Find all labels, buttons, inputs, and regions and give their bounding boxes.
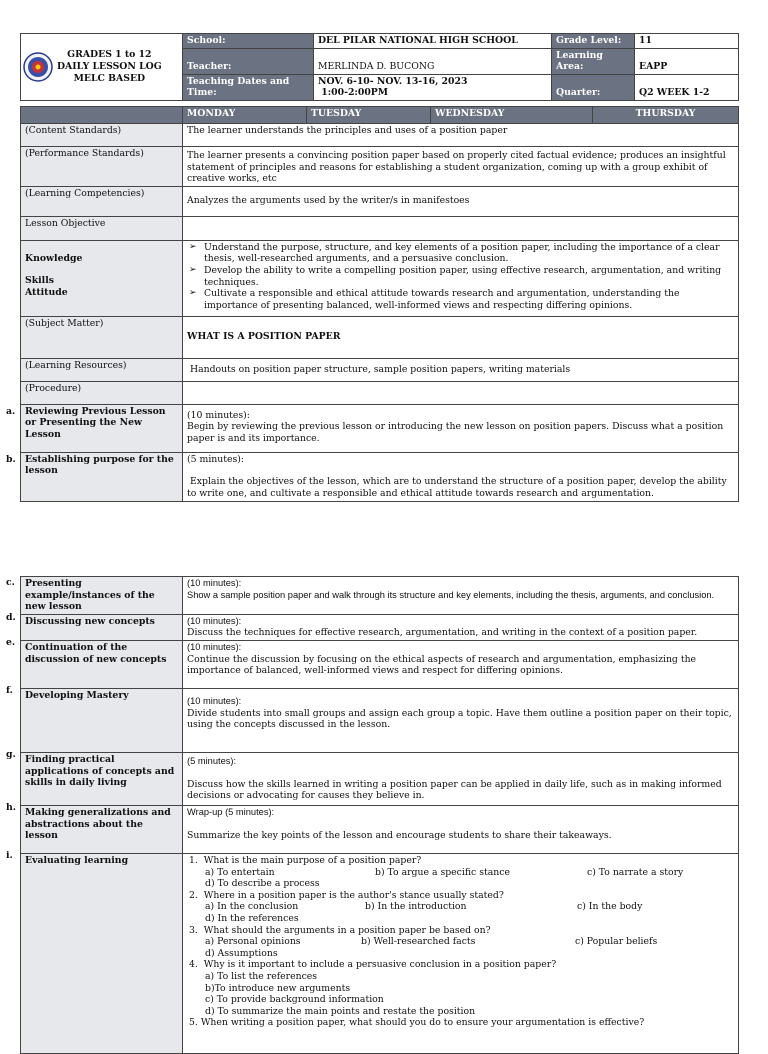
quiz-option: a) To entertain [205,866,275,878]
quiz-option: a) Personal opinions [205,936,301,948]
quiz-option: b) In the introduction [365,901,467,913]
procedure-c [183,577,739,615]
procedure-table [20,576,739,1054]
procedure-b-text: Explain the objectives of the lesson, which are to understand the structure of a position paper, develop the ability to write one, and cultivate a responsible and ethical attitude towards research and argumentation. [187,476,730,499]
quiz-option: b) To argue a specific stance [375,866,510,878]
marker-h: h. [6,802,16,813]
title-line-3: MELC BASED [73,72,146,84]
procedure-f-text: Divide students into small groups and assign each group a topic. Have them outline a position paper on their topic, using the concepts discussed in the lesson. [187,707,732,731]
objectives-list [183,240,739,316]
procedure-d-time: (10 minutes): [187,615,242,626]
dates-value: NOV. 6-10- NOV. 13-16, 2023 [318,75,468,87]
day-tuesday: TUESDAY [307,107,431,124]
procedure-c-label: Presenting example/instances of the new lesson [21,577,183,615]
quiz-question: 3. What should the arguments in a position paper be based on? [189,924,491,936]
procedure-e [183,640,739,688]
time-value: 1:00-2:00PM [318,87,389,99]
procedure-e-label: Continuation of the discussion of new concepts [21,640,183,688]
procedure-c-text: Show a sample position paper and walk through its structure and key elements, including the thesis, arguments, and conclusion. [187,589,715,600]
quiz-question: 5. When writing a position paper, what should you do to ensure your argumentation is effective? [189,1017,645,1029]
lesson-table [20,106,739,502]
dates-cell [314,74,552,100]
marker-g: g. [6,749,16,760]
quiz-option: a) To list the references [205,970,318,982]
competencies-label: (Learning Competencies) [21,186,183,216]
procedure-a-time: (10 minutes): [187,409,250,421]
content-standards-label: (Content Standards) [21,124,183,147]
procedure-g-label: Finding practical applications of concepts and skills in daily living [21,752,183,805]
procedure-c-time: (10 minutes): [187,578,242,588]
quiz-question: 4. Why is it important to include a persuasive conclusion in a position paper? [189,959,557,971]
procedure-d [183,614,739,640]
procedure-g-time: (5 minutes): [187,755,237,766]
teacher-value: MERLINDA D. BUCONG [314,48,552,74]
content-standards: The learner understands the principles and uses of a position paper [183,124,739,147]
procedure-f-time: (10 minutes): [187,695,242,706]
quiz-option: b) Well-researched facts [361,936,476,948]
procedure-a [183,404,739,452]
learning-resources-label: (Learning Resources) [21,358,183,381]
lesson-objective [183,216,739,240]
objective-item: ➢ Cultivate a responsible and ethical attitude towards research and argumentation, understanding the importance of presenting balanced, well-informed views and respecting differing opinions. [187,288,734,311]
procedure-a-text: Begin by reviewing the previous lesson or introducing the new lesson on position papers. Discuss what a position paper is and its importance. [187,421,724,444]
day-monday: MONDAY [183,107,307,124]
title-line-2: DAILY LESSON LOG [57,60,162,72]
objective-item: ➢ Develop the ability to write a compelling position paper, using effective research, argumentation, and writing techniques. [187,265,734,288]
lesson-objective-label: Lesson Objective [21,216,183,240]
marker-d: d. [6,612,16,623]
quarter-label: Quarter: [552,74,635,100]
quiz-option: a) In the conclusion [205,901,299,913]
quarter-value: Q2 WEEK 1-2 [635,74,739,100]
quiz-option: d) To describe a process [205,878,320,890]
day-header-blank [21,107,183,124]
day-thursday: THURSDAY [593,107,739,124]
evaluation-quiz [183,853,739,1053]
school-value: DEL PILAR NATIONAL HIGH SCHOOL [314,34,552,49]
marker-a: a. [6,406,16,417]
procedure-label: (Procedure) [21,381,183,404]
grade-value: 11 [635,34,739,49]
procedure-e-text: Continue the discussion by focusing on the ethical aspects of research and argumentation, emphasizing the importance of balanced, well-informed views and respect for differing opinions. [187,653,697,677]
day-wednesday: WEDNESDAY [431,107,593,124]
deped-seal-icon [23,52,53,82]
procedure-i-label: Evaluating learning [21,853,183,1053]
ksa-labels [21,240,183,316]
grade-label: Grade Level: [552,34,635,49]
quiz-option: c) To narrate a story [587,866,684,878]
quiz-question: 1. What is the main purpose of a position paper? [189,854,422,866]
procedure-f-label: Developing Mastery [21,688,183,752]
procedure-h-text: Summarize the key points of the lesson and encourage students to share their takeaways. [187,829,612,841]
procedure-b [183,452,739,501]
area-label: Learning Area: [552,48,635,74]
procedure-d-text: Discuss the techniques for effective research, argumentation, and writing in the context of a position paper. [187,627,698,639]
quiz-option: d) To summarize the main points and restate the position [205,1005,476,1017]
procedure-h-label: Making generalizations and abstractions about the lesson [21,805,183,853]
procedure-blank [183,381,739,404]
procedure-h-time: Wrap-up (5 minutes): [187,806,275,817]
competencies: Analyzes the arguments used by the writer/s in manifestoes [183,186,739,216]
procedure-f [183,688,739,752]
quiz-option: d) Assumptions [205,947,278,959]
procedure-b-time: (5 minutes): [187,453,245,465]
marker-f: f. [6,685,13,696]
marker-i: i. [6,850,13,861]
procedure-g-text: Discuss how the skills learned in writing a position paper can be applied in daily life, such as in making informed decisions or advocating for causes they believe in. [187,778,722,802]
performance-standards: The learner presents a convincing position paper based on properly cited factual evidence; produces an insightful statement of principles and reasons for establishing a student organization, coming up with a group exhibit of creative works, etc [183,147,739,187]
procedure-b-label: Establishing purpose for the lesson [21,452,183,501]
marker-b: b. [6,454,16,465]
dates-label: Teaching Dates and Time: [183,74,314,100]
quiz-option: c) Popular beliefs [575,936,658,948]
procedure-d-label: Discussing new concepts [21,614,183,640]
title-line-1: GRADES 1 to 12 [67,48,152,60]
knowledge-label: Knowledge [25,252,83,264]
objective-item: ➢ Understand the purpose, structure, and key elements of a position paper, including the importance of a clear thesis, well-researched arguments, and a persuasive conclusion. [187,242,734,265]
procedure-e-time: (10 minutes): [187,641,242,652]
procedure-h [183,805,739,853]
quiz-question: 2. Where in a position paper is the author's stance usually stated? [189,889,504,901]
learning-resources: Handouts on position paper structure, sample position papers, writing materials [183,358,739,381]
subject-matter-label: (Subject Matter) [21,316,183,358]
teacher-label: Teacher: [183,48,314,74]
performance-standards-label: (Performance Standards) [21,147,183,187]
procedure-g [183,752,739,805]
quiz-option: c) In the body [577,901,643,913]
skills-label: Skills [25,275,54,287]
quiz-option: b)To introduce new arguments [205,982,351,994]
procedure-a-label: Reviewing Previous Lesson or Presenting the New Lesson [21,404,183,452]
title-block [21,34,183,101]
quiz-option: c) To provide background information [205,994,384,1006]
subject-matter: WHAT IS A POSITION PAPER [183,316,739,358]
school-label: School: [183,34,314,49]
quiz-option: d) In the references [205,912,299,924]
marker-e: e. [6,637,16,648]
marker-c: c. [6,577,15,588]
area-value: EAPP [635,48,739,74]
header-table [20,33,739,101]
attitude-label: Attitude [25,286,68,298]
